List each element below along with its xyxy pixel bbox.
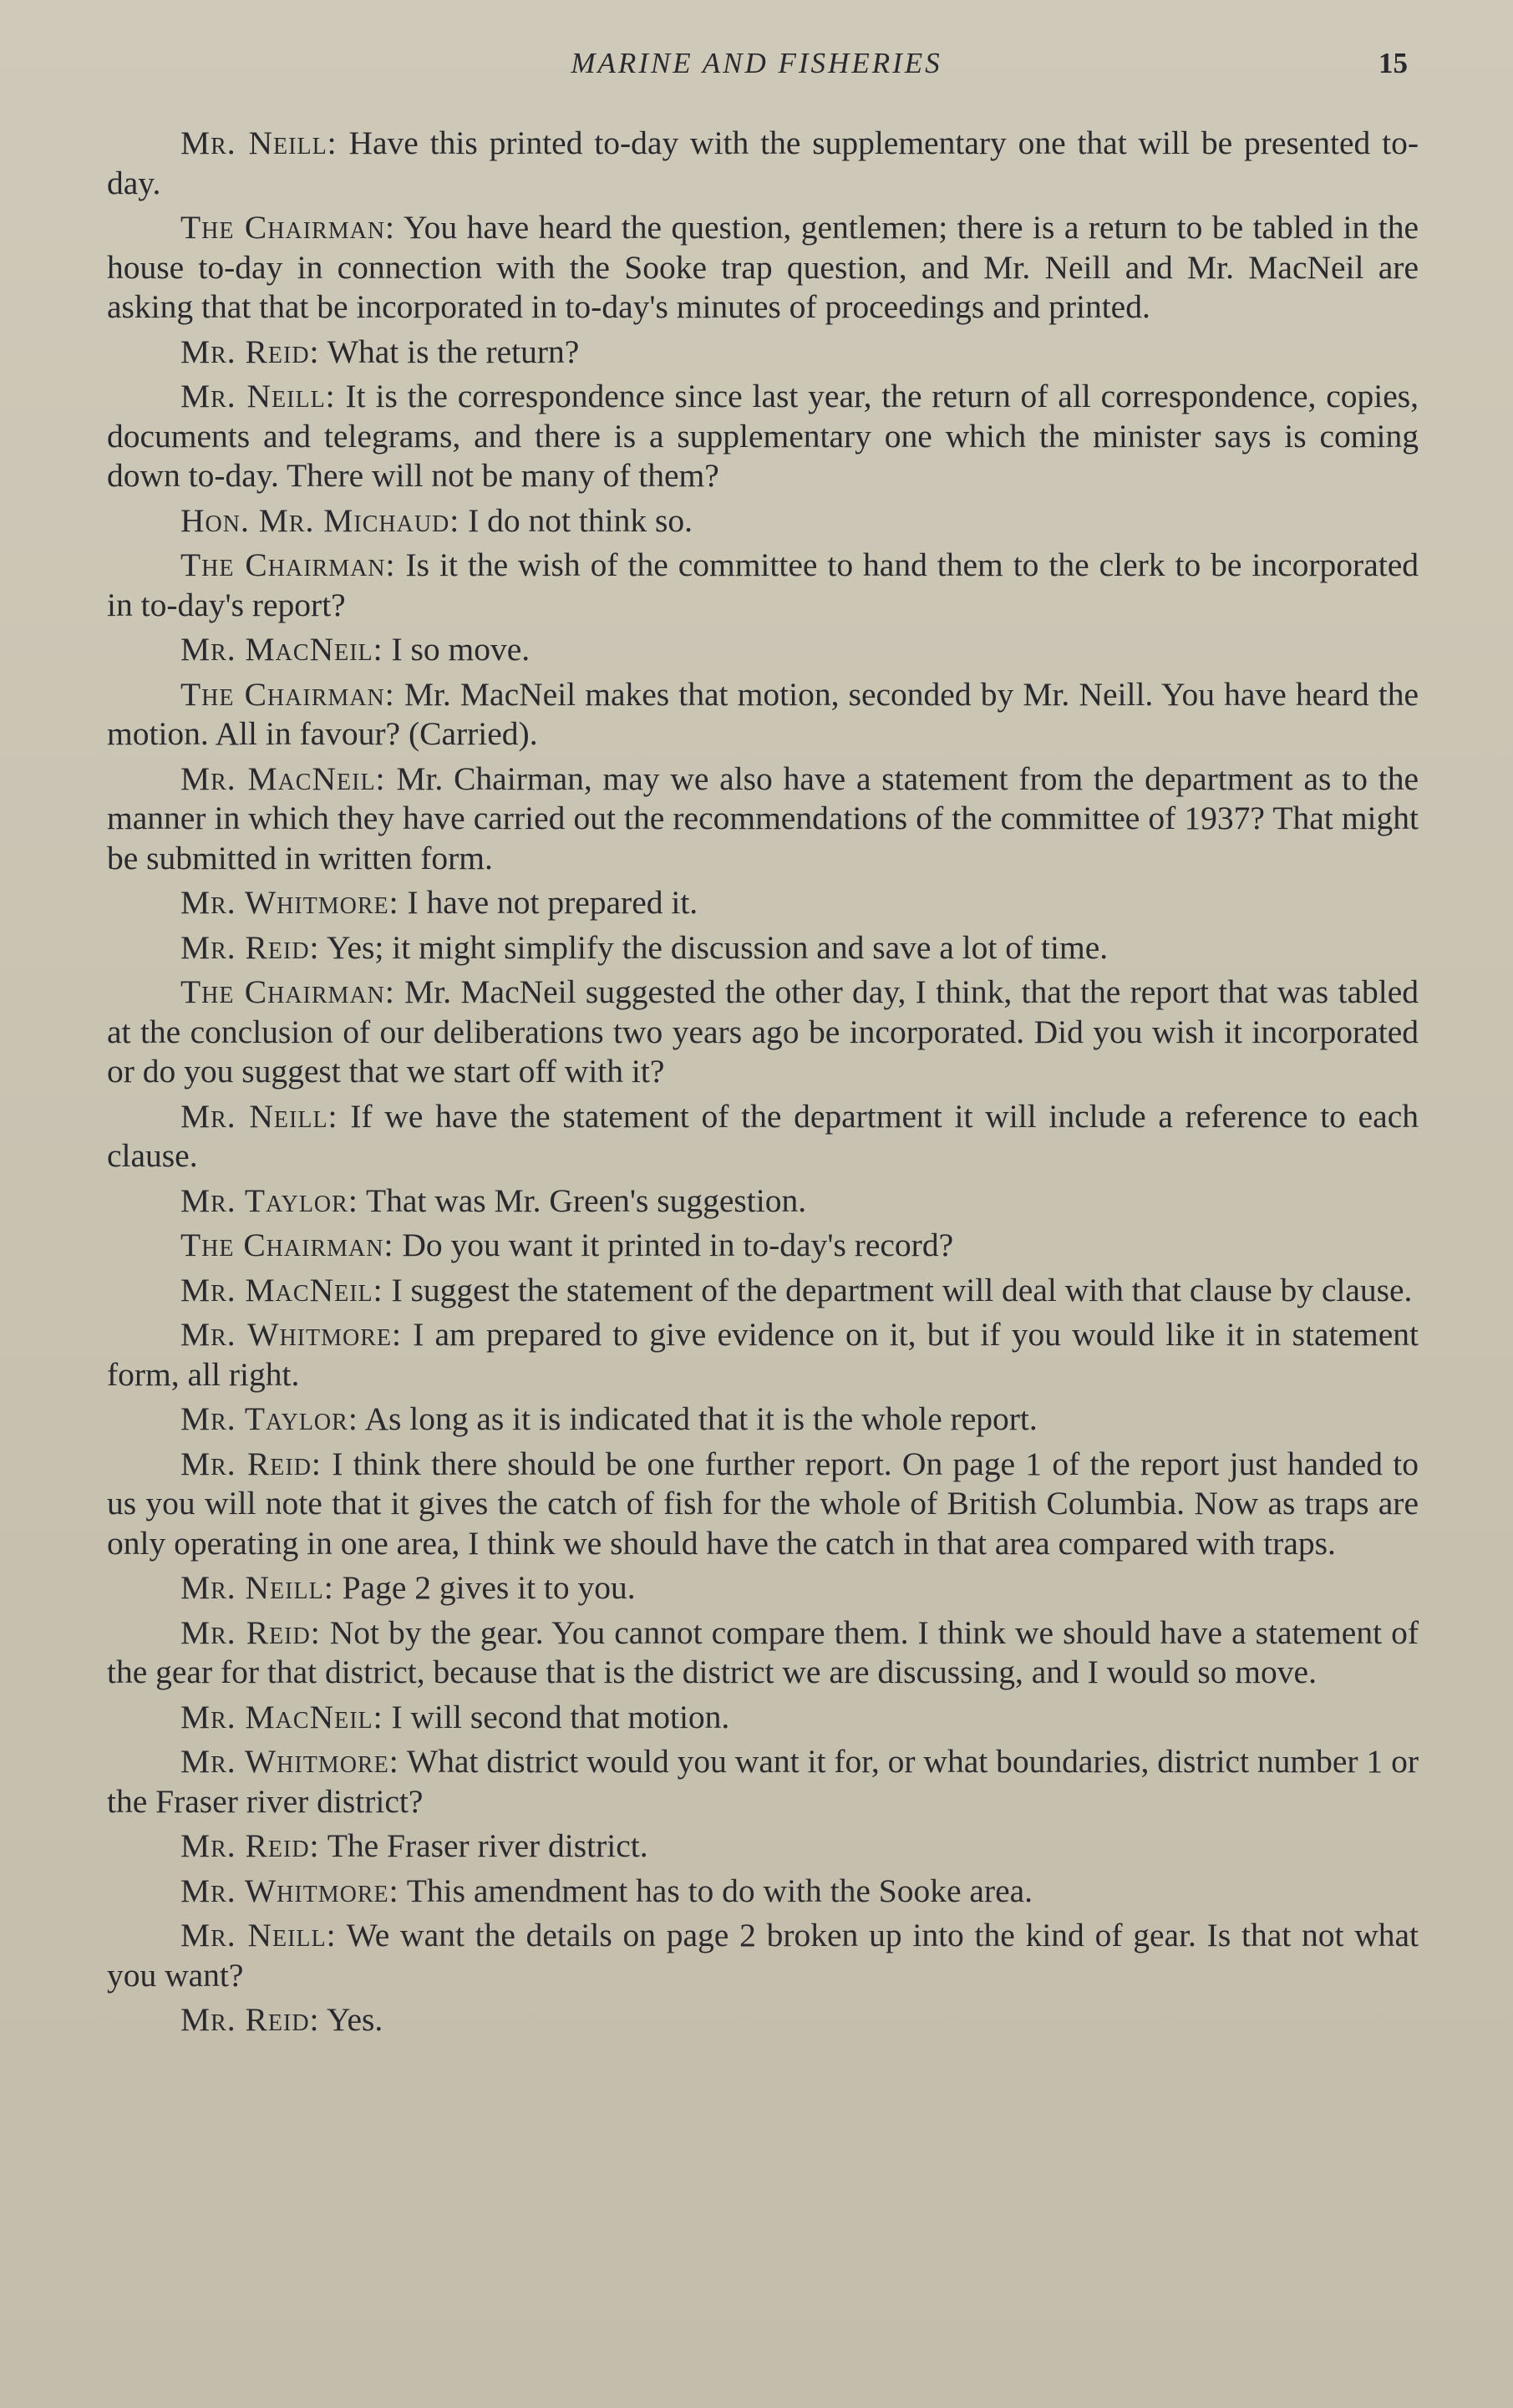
transcript-paragraph <box>107 124 1419 203</box>
speech-text: Do you want it printed in to-day's record? <box>393 1227 954 1263</box>
transcript-paragraph <box>107 1226 1419 1266</box>
transcript-paragraph <box>107 1613 1419 1693</box>
speaker-name: Hon. Mr. Michaud: <box>180 501 460 539</box>
speech-text: Yes; it might simplify the discussion and save a lot of time. <box>319 928 1109 966</box>
speech-text: It is the correspondence since last year, the return of all correspondence, copies, documents and telegrams, and there is a supplementary one which the minister says is coming down to-day. There will not be many of them? <box>107 378 1419 494</box>
speaker-name: Mr. Reid: <box>180 1613 321 1651</box>
speaker-name: Mr. Whitmore: <box>180 884 399 921</box>
speech-text: What is the return? <box>319 333 580 370</box>
speech-text: I have not prepared it. <box>399 884 698 921</box>
speech-text: Mr. MacNeil suggested the other day, I think, that the report that was tabled at the conclusion of our deliberations two years ago be incorporated. Did you wish it incorporated or do you suggest that we start off with it? <box>107 973 1419 1090</box>
speaker-name: The Chairman: <box>180 546 396 583</box>
speech-text: We want the details on page 2 broken up into the kind of gear. Is that not what you want? <box>107 1917 1419 1994</box>
transcript-paragraph <box>107 1400 1419 1440</box>
speech-text: Have this printed to-day with the supplementary one that will be presented to-day. <box>107 124 1419 201</box>
speech-text: The Fraser river district. <box>319 1827 648 1864</box>
transcript-paragraph <box>107 546 1419 625</box>
speech-text: Yes. <box>319 2001 383 2038</box>
speech-text: I do not think so. <box>459 501 693 539</box>
speaker-name: Mr. Neill: <box>180 378 336 414</box>
speaker-name: The Chairman: <box>180 973 395 1010</box>
speaker-name: Mr. Reid: <box>180 1827 320 1864</box>
speaker-name: The Chairman: <box>180 675 395 713</box>
speech-text: I suggest the statement of the department will deal with that clause by clause. <box>383 1271 1413 1308</box>
speaker-name: Mr. Neill: <box>180 1917 337 1953</box>
transcript-paragraph <box>107 928 1419 968</box>
speaker-name: The Chairman: <box>180 209 396 246</box>
transcript-paragraph <box>107 675 1419 754</box>
speaker-name: Mr. Whitmore: <box>180 1743 399 1780</box>
speaker-name: Mr. Reid: <box>180 333 320 370</box>
speaker-name: Mr. Whitmore: <box>180 1316 402 1353</box>
transcript-paragraph <box>107 1181 1419 1222</box>
transcript-paragraph <box>107 1271 1419 1311</box>
transcript-paragraph <box>107 883 1419 923</box>
speech-text: I think there should be one further report. On page 1 of the report just handed to us you will note that it gives the catch of fish for the whole of British Columbia. Now as traps are only operating in one area, I think we should have the catch in that area compared with traps. <box>107 1445 1419 1562</box>
transcript-paragraph <box>107 630 1419 670</box>
transcript-paragraph <box>107 377 1419 496</box>
transcript-paragraph <box>107 208 1419 328</box>
transcript-paragraph <box>107 1568 1419 1608</box>
speech-text: I will second that motion. <box>383 1698 730 1735</box>
transcript-paragraph <box>107 333 1419 373</box>
transcript-paragraph <box>107 1315 1419 1395</box>
speaker-name: Mr. Neill: <box>180 1097 338 1135</box>
speaker-name: Mr. Taylor: <box>180 1181 358 1219</box>
speaker-name: Mr. Neill: <box>180 124 338 161</box>
speech-text: I am prepared to give evidence on it, but if you would like it in statement form, all right. <box>107 1316 1419 1393</box>
running-title: MARINE AND FISHERIES <box>571 47 942 79</box>
transcript-paragraph <box>107 1916 1419 1995</box>
transcript-paragraph <box>107 759 1419 879</box>
speech-text: Not by the gear. You cannot compare them. I think we should have a statement of the gear for that district, because that is the district we are discussing, and I would so move. <box>107 1613 1419 1690</box>
running-head <box>0 47 1513 89</box>
page-number: 15 <box>1378 47 1408 79</box>
speech-text: I so move. <box>383 631 531 668</box>
speaker-name: Mr. MacNeil: <box>180 759 386 797</box>
speech-text: Mr. MacNeil makes that motion, seconded by Mr. Neill. You have heard the motion. All in favour? (Carried). <box>107 675 1419 752</box>
speech-text: That was Mr. Green's suggestion. <box>358 1181 807 1219</box>
transcript-paragraph <box>107 1742 1419 1821</box>
transcript-paragraph <box>107 1698 1419 1738</box>
speaker-name: Mr. MacNeil: <box>180 1698 383 1735</box>
speech-text: Page 2 gives it to you. <box>333 1569 636 1606</box>
speaker-name: Mr. Reid: <box>180 928 320 966</box>
speech-text: As long as it is indicated that it is the whole report. <box>358 1400 1038 1437</box>
speech-text: If we have the statement of the department it will include a reference to each clause. <box>107 1097 1419 1174</box>
transcript-paragraph <box>107 973 1419 1092</box>
transcript-paragraph <box>107 1826 1419 1867</box>
speech-text: Is it the wish of the committee to hand them to the clerk to be incorporated in to-day's report? <box>107 546 1419 623</box>
transcript-paragraph <box>107 1097 1419 1176</box>
transcript-paragraph <box>107 1872 1419 1912</box>
speaker-name: Mr. Reid: <box>180 2001 320 2038</box>
speech-text: This amendment has to do with the Sooke area. <box>399 1872 1033 1909</box>
speaker-name: Mr. Neill: <box>180 1569 334 1606</box>
speech-text: What district would you want it for, or what boundaries, district number 1 or the Fraser river district? <box>107 1743 1419 1820</box>
speaker-name: The Chairman: <box>180 1227 394 1263</box>
transcript-body <box>107 124 1419 2045</box>
speech-text: You have heard the question, gentlemen; there is a return to be tabled in the house to-day in connection with the Sooke trap question, and Mr. Neill and Mr. MacNeil are asking that that be incorporated in to-day's minutes of proceedings and printed. <box>107 209 1419 325</box>
transcript-paragraph <box>107 2000 1419 2040</box>
speech-text: Mr. Chairman, may we also have a statement from the department as to the manner in which they have carried out the recommendations of the committee of 1937? That might be submitted in written form. <box>107 759 1419 876</box>
speaker-name: Mr. MacNeil: <box>180 631 383 668</box>
speaker-name: Mr. MacNeil: <box>180 1271 383 1308</box>
speaker-name: Mr. Whitmore: <box>180 1872 399 1909</box>
transcript-paragraph <box>107 501 1419 541</box>
transcript-paragraph <box>107 1445 1419 1564</box>
speaker-name: Mr. Taylor: <box>180 1400 358 1437</box>
speaker-name: Mr. Reid: <box>180 1445 322 1482</box>
